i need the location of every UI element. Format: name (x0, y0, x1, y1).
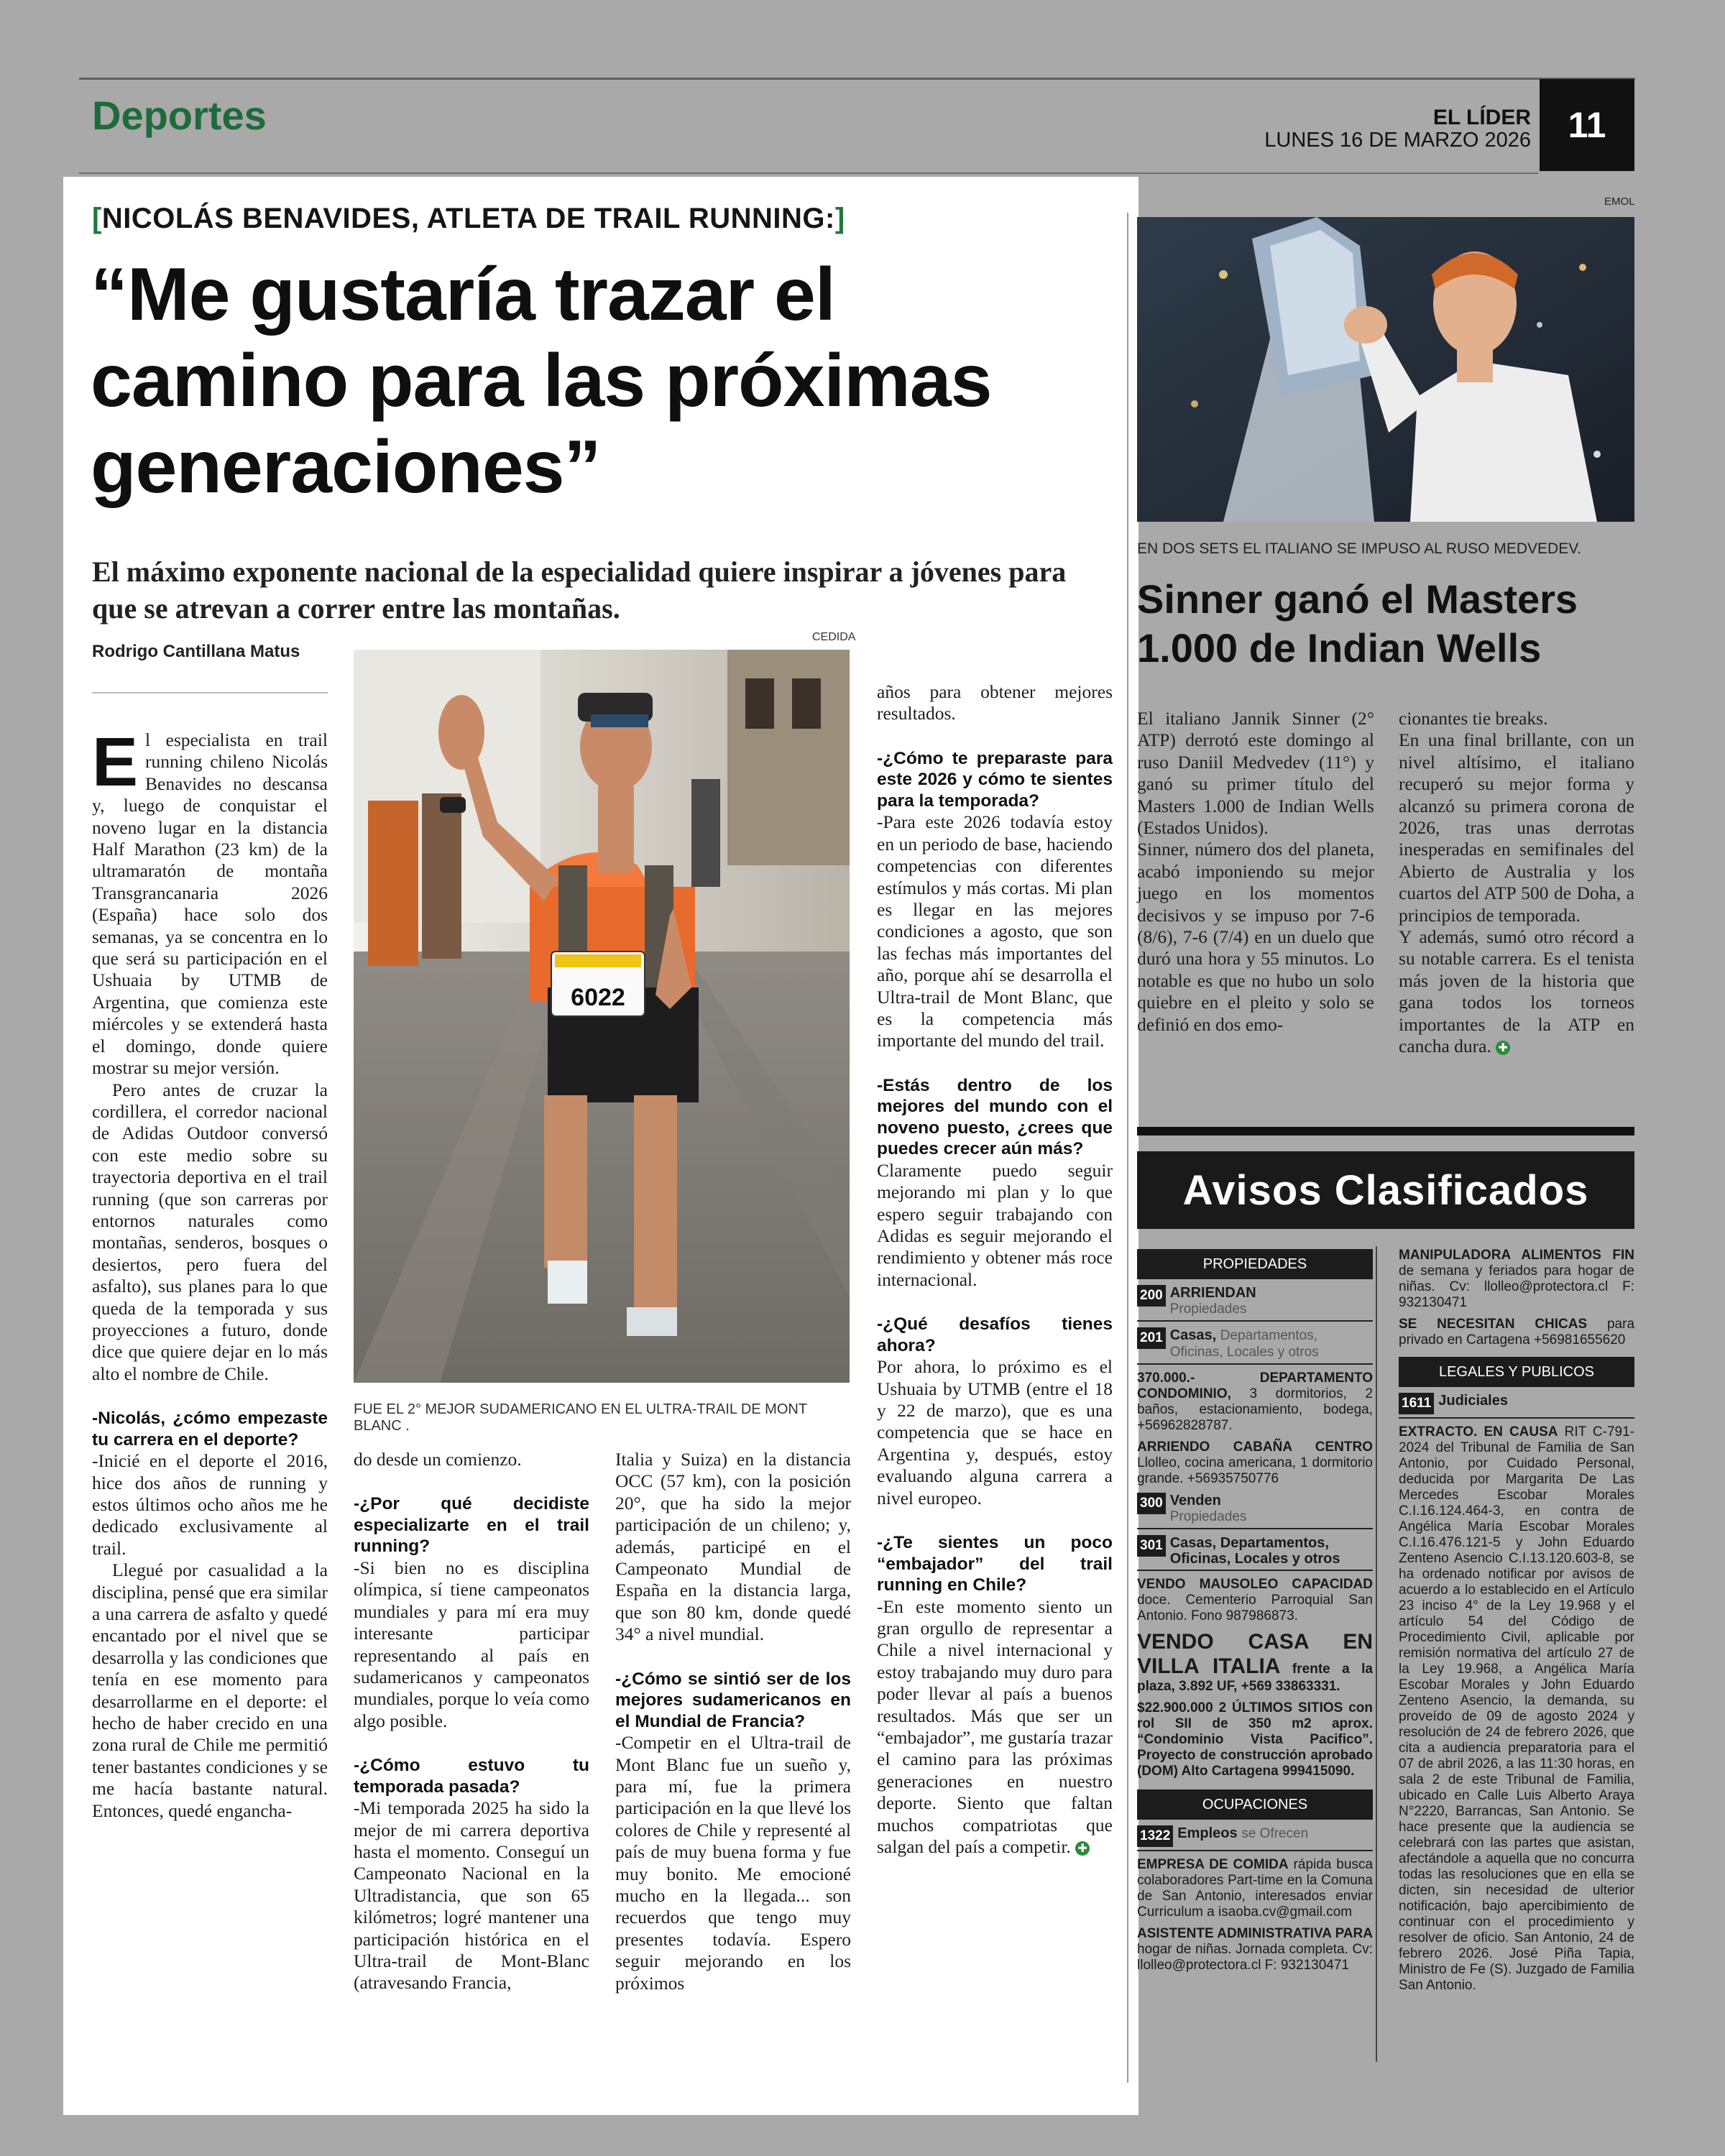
photo-caption: FUE EL 2° MEJOR SUDAMERICANO EN EL ULTRA-TRAIL DE MONT BLANC . (354, 1401, 807, 1434)
classified-ad (1399, 1248, 1634, 1311)
top-rule (79, 78, 1635, 80)
category-number: 1322 (1137, 1825, 1173, 1847)
page-number: 11 (1540, 79, 1634, 171)
category-title: Casas, Departamentos, Oficinas, Locales y otros (1169, 1535, 1340, 1567)
byline: Rodrigo Cantillana Matus (92, 642, 300, 661)
category-header: PROPIEDADES (1137, 1249, 1373, 1279)
interview-answer: -Si bien no es disciplina olímpica, sí tiene campeonatos mundiales y para mí era muy interesante participar representando al país en sudamericanos y campeonatos mundiales, porque lo veía como algo posible. (354, 1557, 589, 1731)
category-title: ARRIENDAN (1169, 1285, 1256, 1301)
ad-body: doce. Cementerio Parroquial San Antonio. Fono 987986873. (1137, 1593, 1373, 1623)
interview-answer: -Inicié en el deporte el 2016, hice dos años de running y estos últimos ocho años me he dedicado exclusivamente al trail. (92, 1450, 328, 1559)
category-number: 200 (1137, 1285, 1166, 1307)
interview-question: -Estás dentro de los mejores del mundo con el noveno puesto, ¿crees que puedes crecer aún más? (877, 1075, 1113, 1159)
classified-ad (1137, 1700, 1373, 1779)
classifieds-rule (1137, 1127, 1634, 1135)
masthead (1215, 106, 1531, 151)
interview-question: -¿Qué desafíos tienes ahora? (877, 1314, 1113, 1355)
tennis-headline: Sinner ganó el Masters 1.000 de Indian Wells (1137, 576, 1578, 671)
end-mark-icon: ✚ (1075, 1841, 1090, 1856)
article-deck: El máximo exponente nacional de la especialidad quiere inspirar a jóvenes para que se atrevan a correr entre las montañas. (92, 556, 1067, 625)
kicker-bracket-open: [ (92, 203, 102, 234)
category-number: 201 (1137, 1327, 1166, 1349)
category-sub: se Ofrecen (1241, 1826, 1309, 1841)
classifieds-divider (1376, 1246, 1377, 2062)
section-title: Deportes (92, 93, 267, 138)
category-sub: Propiedades (1169, 1302, 1247, 1317)
legal-notice (1399, 1424, 1634, 1994)
category (1137, 1535, 1373, 1571)
drop-cap: E (92, 724, 139, 801)
article-column-3 (615, 1449, 851, 1994)
category (1137, 1285, 1373, 1322)
paragraph: El italiano Jannik Sinner (2° ATP) derrotó este domingo al ruso Daniil Medvedev (11°) y ganó su primer título del Masters 1.000 de Indian Wells (Estados Unidos). (1137, 708, 1374, 839)
photo-credit: CEDIDA (812, 631, 856, 643)
paragraph: cionantes tie breaks. (1399, 708, 1548, 729)
classified-ad (1137, 1630, 1373, 1695)
interview-question: -¿Te sientes un poco “embajador” del trail running en Chile? (877, 1533, 1113, 1595)
issue-date: LUNES 16 DE MARZO 2026 (1264, 128, 1531, 152)
article-column-2 (354, 1449, 589, 1994)
classified-ad (1399, 1317, 1634, 1348)
tennis-photo-credit: EMOL (1604, 195, 1635, 208)
ad-title: EMPRESA DE COMIDA (1137, 1857, 1289, 1872)
category-header: LEGALES Y PUBLICOS (1399, 1357, 1634, 1387)
interview-question: -¿Cómo se sintió ser de los mejores sudamericanos en el Mundial de Francia? (615, 1669, 851, 1731)
category-number: 301 (1137, 1535, 1166, 1557)
bib-number: 6022 (571, 984, 625, 1011)
category-title: Judiciales (1438, 1393, 1508, 1409)
category-sub: Propiedades (1169, 1509, 1247, 1524)
interview-answer: -En este momento siento un gran orgullo de representar a Chile a nivel internacional y estoy trabajando muy duro para poder llevar al país a buenos resultados. Más que ser un “embajador”, me gustaría trazar el camino para las próximas generaciones en nuestro deporte. Siento que faltan muchos compatriotas que salgan del país a competir. (877, 1595, 1113, 1858)
tennis-column-1 (1137, 708, 1374, 1036)
article-headline: “Me gustaría trazar el camino para las próximas generaciones” (91, 253, 992, 509)
ad-body: 3 dormitorios, 2 baños, estacionamiento, bodega, +56962828787. (1137, 1386, 1373, 1433)
ad-title: ASISTENTE ADMINISTRATIVA PARA (1137, 1926, 1373, 1941)
classified-ad (1137, 1857, 1373, 1920)
ad-title: EXTRACTO. EN CAUSA (1399, 1424, 1558, 1439)
column-divider (1127, 213, 1128, 2083)
header-rule (79, 172, 1538, 174)
ad-body: hogar de niñas. Jornada completa. Cv: llolleo@protectora.cl F: 932130471 (1137, 1942, 1373, 1973)
paragraph: l especialista en trail running chileno Nicolás Benavides no descansa y, luego de conquistar el noveno lugar en la distancia Half Marathon (23 km) de la ultramaratón de montaña Transgrancanaria 2026 (España) hace solo dos semanas, ya se concentra en lo que será su participación en el Ushuaia by UTMB de Argentina, que comienza este miércoles y se extenderá hasta el domingo, donde quiere mostrar su mejor versión. (92, 729, 328, 1079)
category-title: Venden (1169, 1493, 1221, 1508)
interview-answer: -Para este 2026 todavía estoy en un periodo de base, haciendo competencias con diferentes estímulos y más cortas. Mi plan es llegar en las mejores condiciones a agosto, que son las fechas más importantes del año, porque ahí se desarrolla el Ultra-trail de Mont Blanc, que es la competencia más importante del mundo del trail. (877, 811, 1113, 1051)
category-title: Empleos (1177, 1825, 1238, 1841)
classifieds-column-left (1137, 1249, 1373, 1973)
interview-question: -¿Cómo estuvo tu temporada pasada? (354, 1756, 589, 1797)
ad-body: Llolleo, cocina americana, 1 dormitorio grande. +56935750776 (1137, 1455, 1373, 1486)
ad-body: $22.900.000 2 ÚLTIMOS SITIOS con rol SII de 350 m2 aprox. “Condominio Vista Pacifico”. Proyecto de construcción aprobado (DOM) Alto Cartagena 999415090. (1137, 1700, 1373, 1779)
interview-answer: -Competir en el Ultra-trail de Mont Blanc fue un sueño y, para mí, fue la primera participación en la que llevé los colores de Chile y representé al país de muy buena forma y fue muy bonito. Me emocioné mucho en la llegada... son recuerdos que tengo muy presentes todavía. Espero seguir mejorando en los próximos (615, 1732, 851, 1994)
tennis-photo (1137, 217, 1634, 522)
ad-title: ARRIENDO CABAÑA CENTRO (1137, 1439, 1373, 1455)
classified-ad (1137, 1577, 1373, 1624)
category-sub: Departamentos, Oficinas, Locales y otros (1169, 1328, 1319, 1360)
paragraph: años para obtener mejores resultados. (877, 681, 1113, 724)
category-title: Casas, (1169, 1327, 1217, 1343)
ad-body: de semana y feriados para hogar de niñas. Cv: llolleo@protectora.cl F: 932130471 (1399, 1263, 1634, 1310)
runner-photo-illustration (354, 650, 850, 1383)
classified-ad (1137, 1926, 1373, 1973)
interview-question: -Nicolás, ¿cómo empezaste tu carrera en el deporte? (92, 1409, 328, 1450)
category (1137, 1493, 1373, 1529)
kicker-text: NICOLÁS BENAVIDES, ATLETA DE TRAIL RUNNING: (101, 203, 835, 234)
byline-rule (92, 692, 328, 694)
category-number: 1611 (1399, 1393, 1434, 1414)
end-mark-icon: ✚ (1496, 1041, 1510, 1055)
classified-ad (1137, 1370, 1373, 1434)
tennis-column-2 (1399, 708, 1634, 1058)
ad-title: MANIPULADORA ALIMENTOS FIN (1399, 1248, 1634, 1263)
ad-title: SE NECESITAN CHICAS (1399, 1317, 1588, 1332)
interview-question: -¿Por qué decidiste especializarte en el trail running? (354, 1494, 589, 1557)
paragraph: Y además, sumó otro récord a su notable carrera. Es el tenista más joven de la historia que gana todos los torneos importantes de la ATP en cancha dura. (1399, 926, 1634, 1057)
ad-body: RIT C-791-2024 del Tribunal de Familia de San Antonio, por Cuidado Personal, deducida por Margarita De Las Mercedes Escobar Morales C.I.16.124.464-3, en contra de Angélica María Escobar Morales C.I.16.476.121-5 y John Eduardo Zenteno Asencio C.I.13.120.603-8, se ha ordenado notificar por avisos de acuerdo a lo establecido en el Artículo 23 inciso 4° de la Ley 19.968 y el artículo 54 del Código de Procedimiento Civil, aplicable por remisión normativa del artículo 27 de la Ley 19.968, a Angélica María Escobar Morales y John Eduardo Zenteno Asencio, la demanda, su proveído de 09 de agosto 2024 y resolución de 24 de febrero 2026, que cita a audiencia preparatoria para el 07 de abril 2026, a las 11:30 horas, en sala 2 de este Tribunal de Familia, ubicado en Calle Luis Alberto Araya N°2220, Barrancas, San Antonio. Se hace presente que la audiencia se celebrará con las partes que asistan, afectándole a aquella que no concurra todas las resoluciones que en ella se dicten, sin necesidad de ulterior notificación, bajo apercibimiento de continuar con el procedimiento y resolver de oficio. San Antonio, 24 de febrero 2026. José Piña Tapia, Ministro de Fe (S). Juzgado de Familia San Antonio. (1399, 1424, 1634, 1993)
classified-ad (1137, 1439, 1373, 1487)
category-header: OCUPACIONES (1137, 1789, 1373, 1820)
paragraph: Pero antes de cruzar la cordillera, el corredor nacional de Adidas Outdoor conversó con este medio sobre su trayectoria deportiva en el trail running (que son carreras por entornos naturales como montañas, senderos, bosques o desiertos, pero fuera del asfalto), sus planes para lo que queda de la temporada y sus proyecciones a futuro, donde dice que quiere dejar en lo más alto el nombre de Chile. (92, 1079, 328, 1384)
interview-answer: -Mi temporada 2025 ha sido la mejor de mi carrera deportiva hasta el momento. Conseguí un Campeonato Nacional en la Ultradistancia, que son 65 kilómetros; logré mantener una participación histórica en el Ultra-trail de Mont-Blanc (atravesando Francia, (354, 1797, 589, 1994)
ad-body: frente a la plaza, 3.892 UF, +569 33863331. (1137, 1662, 1374, 1694)
ad-title: 370.000.- DEPARTAMENTO CONDOMINIO, (1137, 1370, 1373, 1401)
article-kicker (92, 203, 845, 235)
classifieds-column-right (1399, 1248, 1634, 1994)
category (1399, 1393, 1634, 1419)
category-number: 300 (1137, 1493, 1166, 1514)
article-column-4 (877, 681, 1113, 1858)
paragraph: Sinner, número dos del planeta, acabó imponiendo su mejor juego en los momentos decisivos y se impuso por 7-6 (8/6), 7-6 (7/4) en un duelo que duró una hora y 55 minutos. Lo notable es que no hubo un solo quiebre en el pleito y solo se definió en dos emo- (1137, 839, 1374, 1035)
newspaper-name: EL LÍDER (1432, 106, 1531, 129)
ad-body: para privado en Cartagena +56981655620 (1399, 1317, 1635, 1348)
ad-body: rápida busca colaboradores Part-time en la Comuna de San Antonio, interesados enviar Curriculum a isaoba.cv@gmail.com (1137, 1857, 1374, 1920)
paragraph: Llegué por casualidad a la disciplina, pensé que era similar a una carrera de asfalto y quedé encantado por el nivel que se desarrolla y las condiciones que tenía en ese momento para desarrollarme en el deporte: el hecho de haber crecido en una zona rural de Chile me permitió tener bastantes condiciones y se me hacía bastante natural. Entonces, quedé engancha- (92, 1560, 328, 1821)
runner-photo (354, 650, 850, 1383)
interview-answer: Por ahora, lo próximo es el Ushuaia by UTMB (entre el 18 y 22 de marzo), que es una competencia que se hace en Argentina y, después, estoy evaluando alguna carrera a nivel europeo. (877, 1356, 1113, 1508)
tennis-photo-caption: EN DOS SETS EL ITALIANO SE IMPUSO AL RUSO MEDVEDEV. (1137, 540, 1582, 557)
category (1137, 1825, 1373, 1851)
kicker-bracket-close: ] (834, 203, 845, 234)
tennis-photo-illustration (1137, 217, 1634, 522)
paragraph: Italia y Suiza) en la distancia OCC (57 km), con la posición 20°, que ha sido la mejor participación de un chileno; y, además, participé en el Campeonato Mundial de España en la distancia larga, que son 80 km, donde quedé 34° a nivel mundial. (615, 1449, 851, 1645)
paragraph: En una final brillante, con un nivel altísimo, el italiano recuperó su mejor forma y alcanzó su primera corona de 2026, tras unas derrotas inesperadas en semifinales del Abierto de Australia y los cuartos del ATP 500 de Doha, a principios de temporada. (1399, 729, 1634, 926)
classifieds-title: Avisos Clasificados (1137, 1151, 1634, 1229)
interview-answer: Claramente puedo seguir mejorando mi plan y lo que espero seguir trabajando con Adidas es seguir mejorando el rendimiento y obtener más roce internacional. (877, 1159, 1113, 1290)
article-column-1 (92, 724, 328, 1822)
interview-question: -¿Cómo te preparaste para este 2026 y cómo te sientes para la temporada? (877, 748, 1113, 811)
category (1137, 1327, 1373, 1365)
ad-title: VENDO CASA EN VILLA ITALIA (1137, 1630, 1373, 1678)
paragraph: do desde un comienzo. (354, 1449, 522, 1470)
ad-title: VENDO MAUSOLEO CAPACIDAD (1137, 1577, 1373, 1592)
